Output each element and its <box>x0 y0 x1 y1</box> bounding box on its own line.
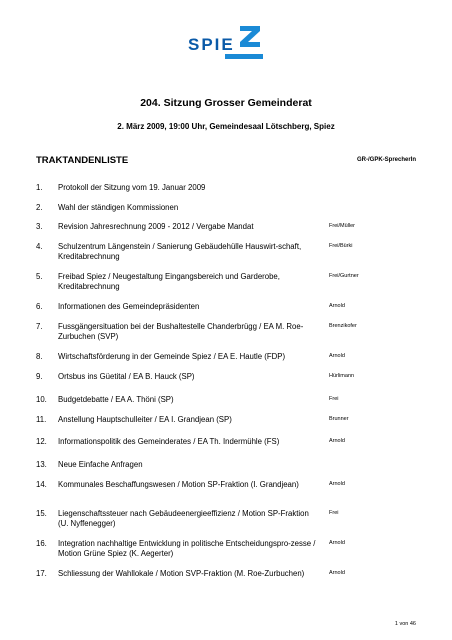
agenda-item-number: 12. <box>36 437 47 446</box>
agenda-item-text: Wahl der ständigen Kommissionen <box>58 203 179 212</box>
agenda-item-text: Anstellung Hauptschulleiter / EA I. Grandjean (SP) <box>58 415 232 424</box>
logo-z-mark <box>238 24 262 48</box>
agenda-item-number: 8. <box>36 352 43 361</box>
agenda-item-text: Informationen des Gemeindepräsidenten <box>58 302 200 311</box>
agenda-item-text: Ortsbus ins Güetital / EA B. Hauck (SP) <box>58 372 195 381</box>
agenda-item-speaker: Frei/Müller <box>329 223 355 229</box>
page-title: 204. Sitzung Grosser Gemeinderat <box>140 97 312 109</box>
agenda-item-speaker: Arnold <box>329 438 345 444</box>
agenda-item-number: 16. <box>36 539 47 548</box>
agenda-item-number: 5. <box>36 272 43 281</box>
agenda-item-number: 10. <box>36 395 47 404</box>
logo-wordmark: SPIE <box>188 35 235 54</box>
logo-subtitle: GEMEINDE <box>263 84 301 89</box>
agenda-item-speaker: Brunner <box>329 416 349 422</box>
agenda-item-text: Kommunales Beschaffungswesen / Motion SP-Fraktion (I. Grandjean) <box>58 480 299 489</box>
agenda-item-speaker: Brenzikofer <box>329 323 357 329</box>
agenda-item-speaker: Arnold <box>329 570 345 576</box>
agenda-item-number: 7. <box>36 322 43 331</box>
agenda-item-speaker: Hürlimann <box>329 373 355 379</box>
agenda-item-number: 9. <box>36 372 43 381</box>
agenda-item-number: 15. <box>36 509 47 518</box>
agenda-item-text: Informationspolitik des Gemeinderates / EA Th. Indermühle (FS) <box>58 437 280 446</box>
agenda-item-text: Protokoll der Sitzung vom 19. Januar 2009 <box>58 183 206 192</box>
agenda-heading: TRAKTANDENLISTE <box>36 155 129 166</box>
page-subtitle: 2. März 2009, 19:00 Uhr, Gemeindesaal Lötschberg, Spiez <box>117 122 335 131</box>
agenda-item-number: 2. <box>36 203 43 212</box>
speaker-column-heading: GR-/GPK-SprecherIn <box>356 157 416 163</box>
agenda-item-text: Neue Einfache Anfragen <box>58 460 143 469</box>
logo-strip <box>225 54 301 89</box>
agenda-item-speaker: Frei/Bürki <box>329 243 353 249</box>
agenda-item-text: Budgetdebatte / EA A. Thöni (SP) <box>58 395 174 404</box>
spiez-logo <box>188 24 301 89</box>
agenda-item-text: Wirtschaftsförderung in der Gemeinde Spiez / EA E. Hautle (FDP) <box>58 352 286 361</box>
agenda-item-number: 6. <box>36 302 43 311</box>
agenda-item-text: Integration nachhaltige Entwicklung in politische Entscheidungspro-zesse / Motion Grüne Spiez (K. Aegerter) <box>58 539 316 558</box>
agenda-item-speaker: Arnold <box>329 303 345 309</box>
agenda-item-speaker: Arnold <box>329 353 345 359</box>
agenda-item-number: 17. <box>36 569 47 578</box>
agenda-item-number: 13. <box>36 460 47 469</box>
agenda-item-text: Fussgängersituation bei der Bushaltestelle Chanderbrügg / EA M. Roe-Zurbuchen (SVP) <box>58 322 304 341</box>
agenda-item-number: 4. <box>36 242 43 251</box>
agenda-item-speaker: Frei <box>329 510 339 516</box>
agenda-item-text: Schliessung der Wahllokale / Motion SVP-Fraktion (M. Roe-Zurbuchen) <box>58 569 305 578</box>
agenda-item-text: Liegenschaftssteuer nach Gebäudeenergieeffizienz / Motion SP-Fraktion (U. Nyffenegger) <box>58 509 309 528</box>
agenda-item-speaker: Frei/Gurtner <box>329 273 359 279</box>
agenda-item-number: 11. <box>36 415 47 424</box>
agenda-item-speaker: Frei <box>329 396 339 402</box>
agenda-item-number: 14. <box>36 480 47 489</box>
agenda-item-text: Freibad Spiez / Neugestaltung Eingangsbereich und Garderobe, Kreditabrechnung <box>58 272 280 291</box>
agenda-item-text: Schulzentrum Längenstein / Sanierung Gebäudehülle Hauswirt-schaft, Kreditabrechnung <box>58 242 302 261</box>
page-number: 1 von 46 <box>394 621 416 627</box>
agenda-item-speaker: Arnold <box>329 481 345 487</box>
agenda-item-number: 1. <box>36 183 43 192</box>
agenda-item-text: Revision Jahresrechnung 2009 - 2012 / Vergabe Mandat <box>58 222 254 231</box>
agenda-item-speaker: Arnold <box>329 540 345 546</box>
agenda-item-number: 3. <box>36 222 43 231</box>
